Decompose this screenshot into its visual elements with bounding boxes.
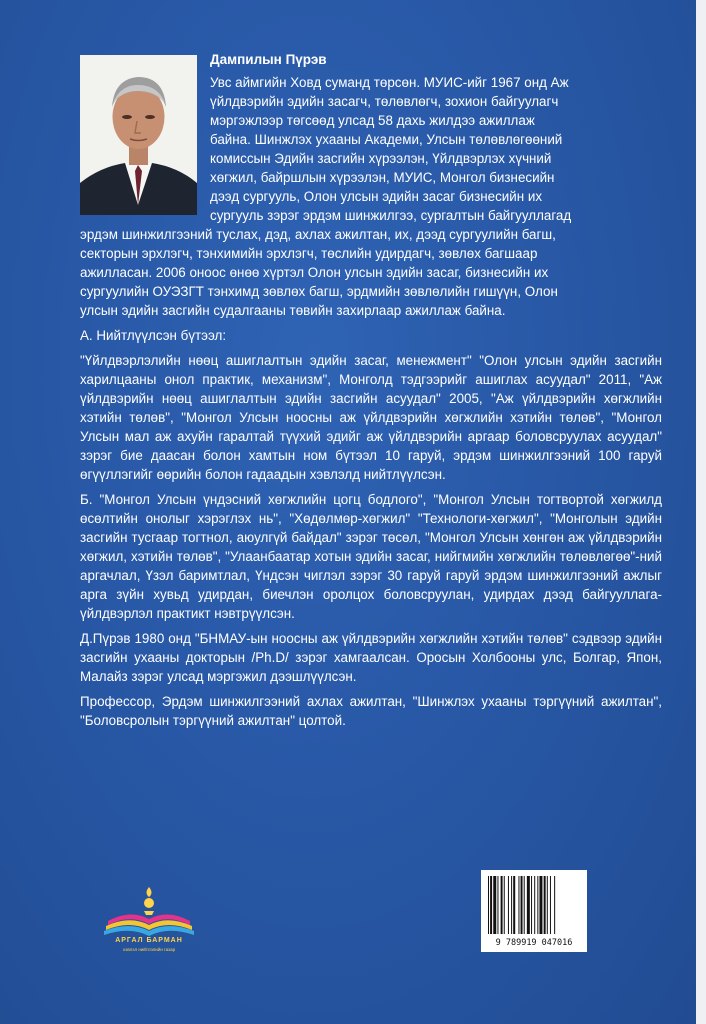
doctorate-paragraph: Д.Пүрэв 1980 онд "БНМАУ-ын ноосны аж үйлдвэрийн хөгжлийн хэтийн төлөв" сэдвээр эдийн засгийн ухааны докторын /Ph.D/ зэрэг хамгаалсан. Оросын Холбооны улс, Болгар, Япон, Малайз зэрэг улсад мэргэжил дээшлүүлсэн. bbox=[80, 631, 662, 684]
barcode-bar bbox=[488, 876, 489, 934]
barcode-bar bbox=[501, 876, 503, 934]
publisher-name: АРГАЛ БАРМАН bbox=[115, 937, 183, 944]
barcode-bar bbox=[524, 876, 525, 934]
author-name: Дампилын Пүрэв bbox=[210, 52, 327, 67]
works-heading: А. Нийтлүүлсэн бүтээл: bbox=[80, 328, 227, 343]
barcode-bar bbox=[544, 876, 546, 934]
barcode-bar bbox=[490, 876, 492, 934]
author-portrait bbox=[80, 55, 197, 215]
barcode-bar bbox=[547, 876, 548, 934]
bio-line: үйлдвэрийн эдийн засагч, төлөвлөгч, зохион байгуулагч bbox=[210, 94, 559, 109]
bio-line: байна. Шинжлэх ухааны Академи, Улсын төлөвлөгөөний bbox=[210, 132, 563, 147]
barcode-bar bbox=[508, 876, 509, 934]
publisher-emblem-icon bbox=[100, 885, 198, 939]
barcode-bar bbox=[534, 876, 535, 934]
barcode-bar bbox=[531, 876, 532, 934]
author-bio-continued bbox=[80, 225, 662, 320]
publisher-logo bbox=[100, 885, 198, 965]
barcode-bar bbox=[550, 876, 551, 934]
barcode-bars bbox=[487, 876, 581, 934]
bio-line: улсын эдийн засгийн судалгааны төвийн захирлаар ажиллаж байна. bbox=[80, 303, 506, 318]
isbn-barcode bbox=[481, 870, 587, 952]
barcode-bar bbox=[511, 876, 512, 934]
published-works bbox=[80, 326, 662, 736]
barcode-bar bbox=[537, 876, 538, 934]
barcode-bar bbox=[554, 876, 555, 934]
barcode-bar bbox=[527, 876, 530, 934]
author-photo-illustration bbox=[80, 55, 197, 215]
bio-line: сургуулийн ОУЭЗГТ тэнхимд зөвлөх багш, эрдмийн зөвлөлийн гишүүн, Олон bbox=[80, 284, 558, 299]
bio-line: мэргэжлээр төгсөөд улсад 58 дахь жилдээ ажиллаж bbox=[210, 113, 535, 128]
bio-line: эрдэм шинжилгээний туслах, дэд, ахлах ажилтан, их, дээд сургуулийн багш, bbox=[80, 227, 556, 242]
barcode-bar bbox=[504, 876, 505, 934]
barcode-bar bbox=[497, 876, 498, 934]
barcode-bar bbox=[513, 876, 515, 934]
barcode-bar bbox=[493, 876, 496, 934]
works-section-a: "Үйлдвэрлэлийн нөөц ашиглалтын эдийн засаг, менежмент" "Олон улсын эдийн засгийн харилцааны онол практик, механизм", Монголд тэдгээрийг ашиглах асуудал" 2011, "Аж үйлдвэрийн нөөц ашиглалтын эдийн засгийн асуудал" 2005, "Аж үйлдвэрийн хөгжлийн хэтийн төлөв", "Монгол Улсын ноосны аж үйлдвэрийн хөгжлийн хэтийн төлөв", "Монгол Улсын мал аж ахуйн гаралтай түүхий эдийг аж үйлдвэрийн аргаар боловсруулах асуудал" зэрэг бие даасан болон хамтын ном бүтээл 10 гаруй, эрдэм шинжилгээний 100 гаруй өгүүллэгийг өөрийн болон гадаадын хэвлэлд нийтлүүлсэн. bbox=[80, 353, 662, 482]
bio-line: дээд сургууль, Олон улсын эдийн засаг бизнесийн их bbox=[210, 189, 543, 204]
works-section-b: Б. "Монгол Улсын үндэсний хөгжлийн цогц бодлого", "Монгол Улсын тогтвортой хөгжилд өсөлтийн онолыг хэрэглэх нь", "Хөдөлмөр-хөгжил" "Технологи-хөгжил", "Монголын эдийн засгийн тусгаар тогтнол, аюулгүй байдал" зэрэг төсөл, "Монгол Улсын хөнгөн аж үйлдвэрийн хөгжил, хэтийн төлөв", "Улаанбаатар хотын эдийн засаг, нийгмийн хөгжлийн төлөвлөгөө"-ний аргачлал, Үзэл баримтлал, Үндсэн чиглэл зэрэг 30 гаруй гаруй эрдэм шинжилгээний ажлыг арга зүйн хувьд удирдан, биечлэн оролцох боловсруулан, удирдах дээд байгууллага-үйлдвэрлэл практикт нэвтрүүлсэн. bbox=[80, 492, 662, 621]
author-bio-top bbox=[210, 73, 662, 225]
bio-line: сургууль зэрэг эрдэм шинжилгээ, сургалтын байгууллагад bbox=[210, 208, 572, 223]
bio-line: ажилласан. 2006 оноос өнөө хүртэл Олон улсын эдийн засаг, бизнесийн их bbox=[80, 265, 549, 280]
isbn-number: 9 789919 047016 bbox=[495, 938, 573, 948]
bio-line: комиссын Эдийн засгийн хүрээлэн, Үйлдвэрлэх хүчний bbox=[210, 151, 552, 166]
barcode-bar bbox=[539, 876, 542, 934]
barcode-bar bbox=[518, 876, 519, 934]
publisher-tagline: хэвлэл нийтлэлийн газар bbox=[122, 947, 176, 952]
bio-line: хөгжил, байршлын хүрээлэн, МУИС, Монгол бизнесийн bbox=[210, 170, 555, 185]
bio-line: секторын эрхлэгч, тэнхимийн эрхлэгч, төслийн удирдагч, зөвлөх багшаар bbox=[80, 246, 538, 261]
bio-line: Увс аймгийн Ховд суманд төрсөн. МУИС-ийг 1967 онд Аж bbox=[210, 75, 569, 90]
barcode-bar bbox=[521, 876, 523, 934]
titles-paragraph: Профессор, Эрдэм шинжилгээний ахлах ажилтан, "Шинжлэх ухааны тэргүүний ажилтан", "Боловсролын тэргүүний ажилтан" цолтой. bbox=[80, 694, 662, 728]
